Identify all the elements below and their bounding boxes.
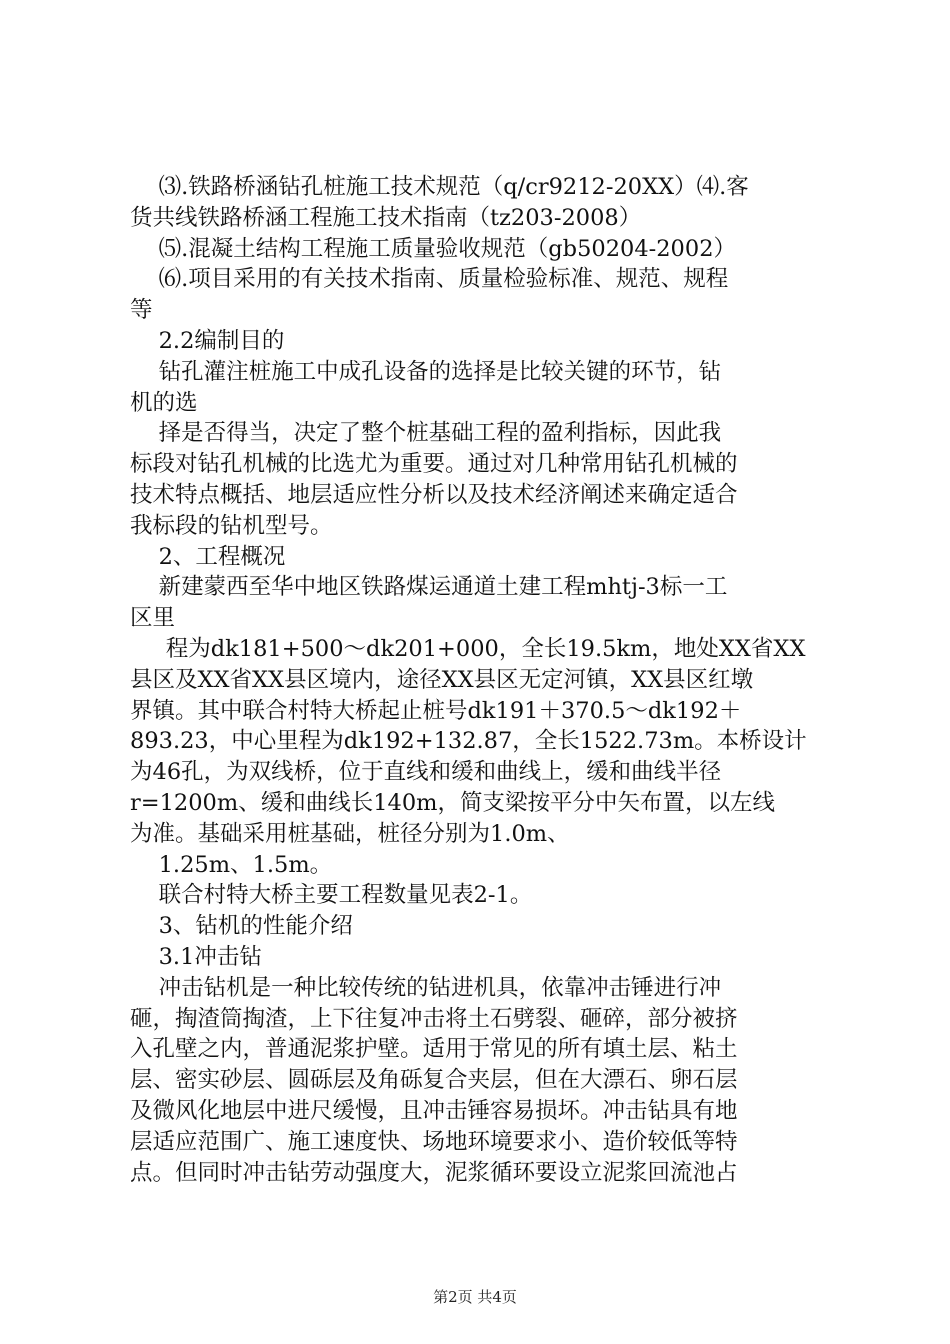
- text-line: 2、工程概况: [130, 543, 286, 570]
- text-line: 等: [130, 297, 153, 324]
- text-line: 层、密实砂层、圆砾层及角砾复合夹层，但在大漂石、卵石层: [130, 1067, 738, 1094]
- text-line: 1.25m、1.5m。: [130, 851, 333, 878]
- text-line: 冲击钻机是一种比较传统的钻进机具，依靠冲击锤进行冲: [130, 974, 722, 1001]
- body-text: [130, 172, 830, 1188]
- text-line: 893.23，中心里程为dk192+132.87，全长1522.73m。本桥设计: [130, 728, 807, 755]
- text-line: 货共线铁路桥涵工程施工技术指南（tz203-2008）: [130, 204, 642, 231]
- text-line: 程为dk181+500～dk201+000，全长19.5km，地处XX省XX: [130, 635, 806, 662]
- text-line: 新建蒙西至华中地区铁路煤运通道土建工程mhtj-3标一工: [130, 574, 728, 601]
- text-line: 及微风化地层中进尺缓慢，且冲击锤容易损坏。冲击钻具有地: [130, 1097, 738, 1124]
- text-line: 为46孔，为双线桥，位于直线和缓和曲线上，缓和曲线半径: [130, 759, 722, 786]
- text-line: 钻孔灌注桩施工中成孔设备的选择是比较关键的环节，钻: [130, 358, 722, 385]
- text-line: 界镇。其中联合村特大桥起止桩号dk191＋370.5～dk192＋: [130, 697, 742, 724]
- text-line: r=1200m、缓和曲线长140m，简支梁按平分中矢布置，以左线: [130, 789, 775, 816]
- page-footer: 第2页 共4页: [433, 1288, 517, 1306]
- text-line: 标段对钻孔机械的比选尤为重要。通过对几种常用钻孔机械的: [130, 451, 738, 478]
- text-line: 3、钻机的性能介绍: [130, 913, 353, 940]
- text-line: 机的选: [130, 389, 198, 416]
- text-line: 区里: [130, 605, 176, 632]
- text-line: 为准。基础采用桩基础，桩径分别为1.0m、: [130, 820, 570, 847]
- text-line: 2.2编制目的: [130, 327, 285, 354]
- text-line: 砸，掏渣筒掏渣，上下往复冲击将土石劈裂、砸碎，部分被挤: [130, 1005, 738, 1032]
- text-line: ⑶.铁路桥涵钻孔桩施工技术规范（q/cr9212-20XX）⑷.客: [130, 174, 749, 200]
- text-line: 3.1冲击钻: [130, 943, 262, 970]
- text-line: 入孔壁之内，普通泥浆护壁。适用于常见的所有填土层、粘土: [130, 1036, 738, 1063]
- text-line: 联合村特大桥主要工程数量见表2-1。: [130, 882, 533, 909]
- text-line: 点。但同时冲击钻劳动强度大，泥浆循环要设立泥浆回流池占: [130, 1159, 738, 1186]
- text-line: 我标段的钻机型号。: [130, 512, 333, 539]
- text-line: 县区及XX省XX县区境内，途径XX县区无定河镇，XX县区红墩: [130, 666, 754, 693]
- text-line: ⑸.混凝土结构工程施工质量验收规范（gb50204-2002）: [130, 235, 737, 262]
- text-line: 技术特点概括、地层适应性分析以及技术经济阐述来确定适合: [130, 481, 738, 508]
- text-line: 择是否得当，决定了整个桩基础工程的盈利指标，因此我: [130, 420, 722, 447]
- text-line: ⑹.项目采用的有关技术指南、质量检验标准、规范、规程: [130, 266, 729, 293]
- text-line: 层适应范围广、施工速度快、场地环境要求小、造价较低等特: [130, 1128, 738, 1155]
